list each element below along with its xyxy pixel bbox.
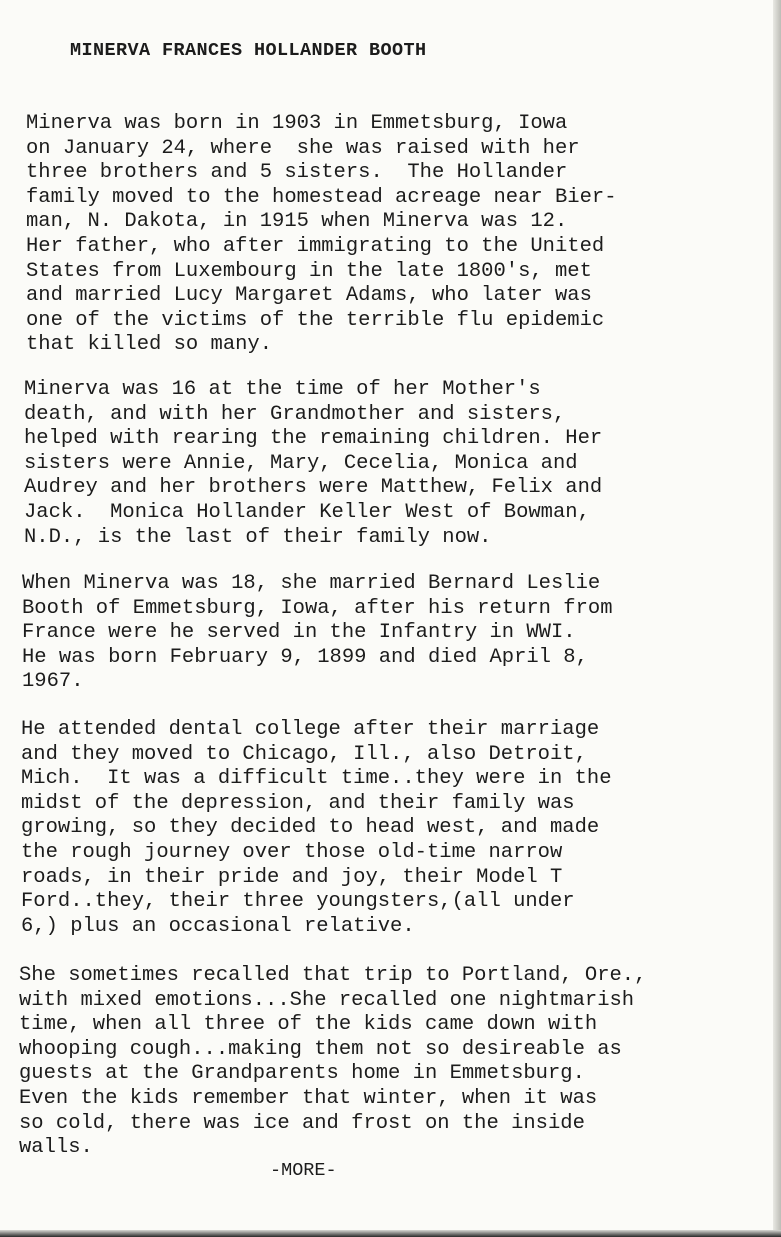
text-line: He attended dental college after their marriage	[21, 718, 600, 741]
text-line: helped with rearing the remaining children. Her	[24, 427, 603, 451]
text-line: guests at the Grandparents home in Emmetsburg.	[19, 1062, 585, 1086]
text-line: He was born February 9, 1899 and died April 8,	[22, 645, 588, 669]
page-edge-shadow	[773, 0, 781, 1237]
text-line: Booth of Emmetsburg, Iowa, after his return from	[22, 596, 613, 620]
text-line: Jack. Monica Hollander Keller West of Bowman,	[24, 500, 590, 524]
text-line: midst of the depression, and their family was	[21, 791, 575, 815]
paragraph-mother-death	[24, 378, 602, 550]
document-title: MINERVA FRANCES HOLLANDER BOOTH	[70, 40, 427, 61]
text-line: Mich. It was a difficult time..they were in the	[21, 767, 612, 791]
text-line: States from Luxembourg in the late 1800's, met	[26, 259, 592, 283]
text-line: and they moved to Chicago, Ill., also Detroit,	[21, 742, 587, 766]
more-footer: -MORE-	[270, 1160, 337, 1181]
text-line: on January 24, where she was raised with her	[26, 136, 580, 160]
text-line: roads, in their pride and joy, their Model T	[21, 865, 563, 889]
text-line: Minerva was born in 1903 in Emmetsburg, Iowa	[26, 112, 568, 135]
text-line: Her father, who after immigrating to the United	[26, 234, 605, 258]
paragraph-journey-west	[21, 718, 612, 939]
text-line: growing, so they decided to head west, and made	[21, 816, 600, 840]
text-line: whooping cough...making them not so desireable as	[19, 1037, 622, 1061]
text-line: family moved to the homestead acreage near Bier-	[26, 185, 617, 209]
text-line: so cold, there was ice and frost on the inside	[19, 1111, 585, 1135]
text-line: sisters were Annie, Mary, Cecelia, Monica and	[24, 451, 578, 475]
text-line: Even the kids remember that winter, when it was	[19, 1086, 598, 1110]
text-line: Ford..they, their three youngsters,(all under	[21, 890, 575, 914]
text-line: She sometimes recalled that trip to Portland, Ore.,	[19, 964, 647, 987]
text-line: with mixed emotions...She recalled one nightmarish	[19, 988, 635, 1012]
paragraph-birth-family	[26, 112, 617, 358]
text-line: 1967.	[22, 670, 84, 694]
page-bottom-edge	[0, 1230, 781, 1237]
text-line: France were he served in the Infantry in WWI.	[22, 621, 576, 645]
text-line: time, when all three of the kids came down with	[19, 1013, 598, 1037]
text-line: 6,) plus an occasional relative.	[21, 914, 415, 938]
text-line: walls.	[19, 1136, 93, 1160]
text-line: Audrey and her brothers were Matthew, Felix and	[24, 476, 603, 500]
text-line: that killed so many.	[26, 333, 273, 357]
text-line: and married Lucy Margaret Adams, who later was	[26, 284, 592, 308]
text-line: When Minerva was 18, she married Bernard Leslie	[22, 572, 601, 595]
text-line: three brothers and 5 sisters. The Hollander	[26, 161, 568, 185]
paragraph-marriage	[22, 572, 613, 695]
text-line: N.D., is the last of their family now.	[24, 525, 492, 549]
text-line: man, N. Dakota, in 1915 when Minerva was 12.	[26, 210, 568, 234]
text-line: the rough journey over those old-time narrow	[21, 840, 563, 864]
text-line: death, and with her Grandmother and sisters,	[24, 402, 566, 426]
text-line: one of the victims of the terrible flu epidemic	[26, 308, 605, 332]
text-line: Minerva was 16 at the time of her Mother's	[24, 378, 541, 401]
paragraph-portland-trip	[19, 964, 646, 1161]
